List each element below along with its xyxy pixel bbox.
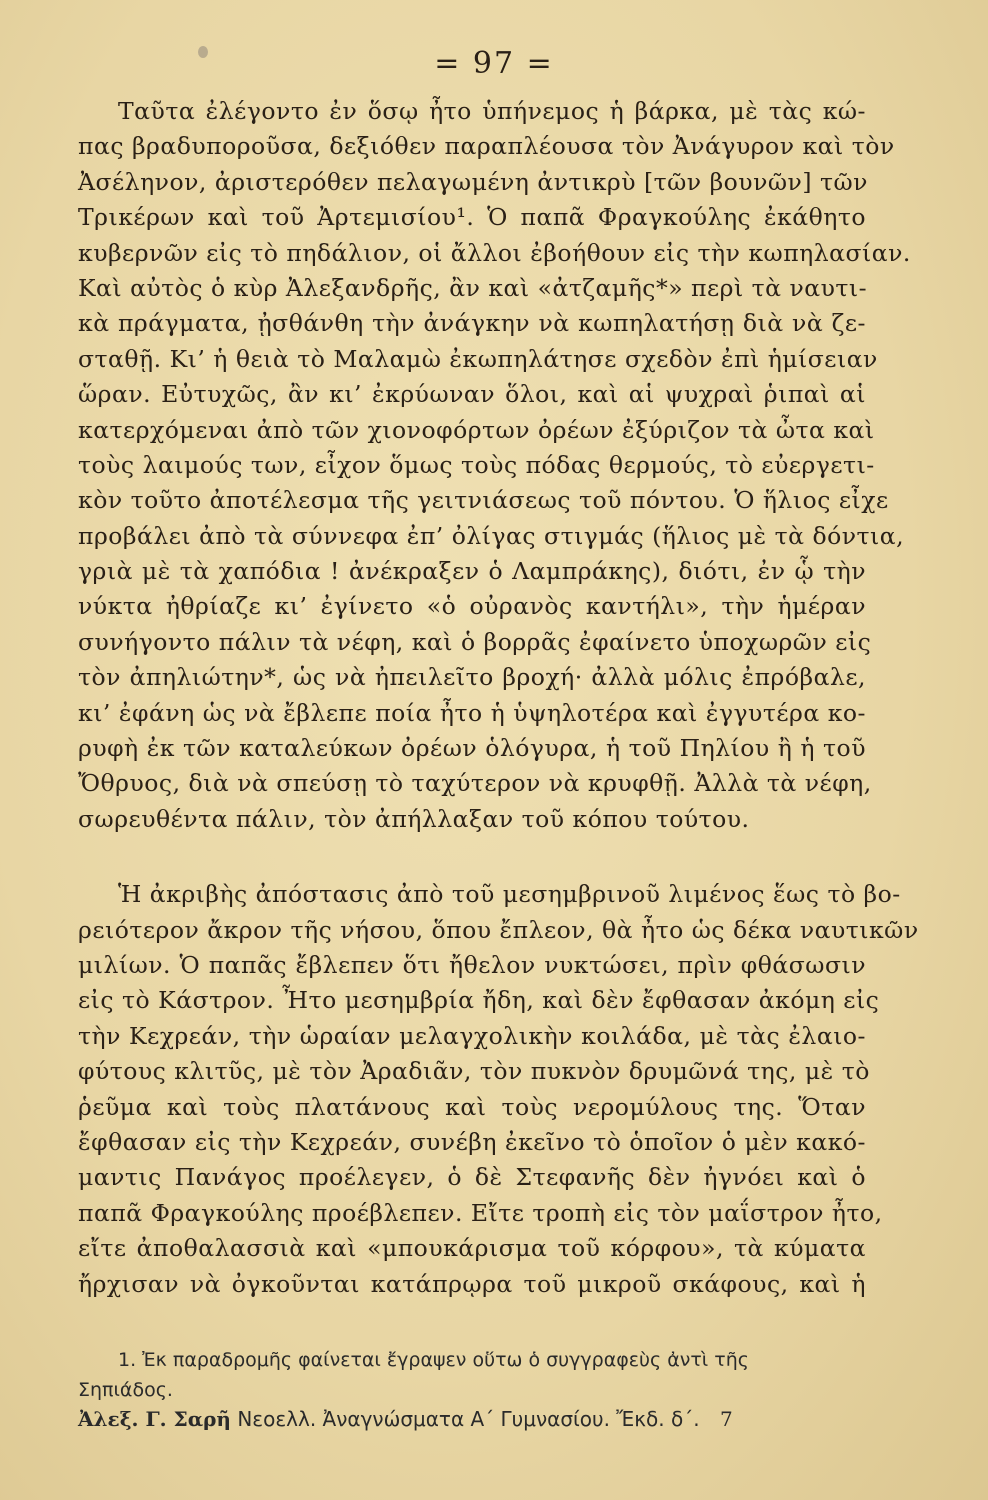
text-line: μαντις Πανάγος προέλεγεν, ὁ δὲ Στεφανῆς δὲν ἠγνόει καὶ ὁ (78, 1163, 866, 1192)
footnote-line: Σηπιάδος. (78, 1379, 173, 1401)
text-line: πας βραδυποροῦσα, δεξιόθεν παραπλέουσα τὸν Ἀνάγυρον καὶ τὸν (78, 132, 895, 161)
text-line: γριὰ μὲ τὰ χαπόδια ! ἀνέκραξεν ὁ Λαμπράκης), διότι, ἐν ᾧ τὴν (78, 557, 866, 586)
text-line: Ἡ ἀκριβὴς ἀπόστασις ἀπὸ τοῦ μεσημβρινοῦ λιμένος ἕως τὸ βο- (118, 880, 901, 909)
text-line: κατερχόμεναι ἀπὸ τῶν χιονοφόρτων ὀρέων ἐξύριζον τὰ ὦτα καὶ (78, 415, 875, 444)
page-body (78, 94, 919, 1302)
text-line: παπᾶ Φραγκούλης προέβλεπεν. Εἴτε τροπὴ εἰς τὸν μαΐστρον ἦτο, (78, 1198, 883, 1227)
text-line: Τρικέρων καὶ τοῦ Ἀρτεμισίου¹. Ὁ παπᾶ Φραγκούλης ἐκάθητο (78, 203, 866, 232)
text-line: κὸν τοῦτο ἀποτέλεσμα τῆς γειτνιάσεως τοῦ πόντου. Ὁ ἥλιος εἶχε (78, 486, 889, 515)
text-line: εἰς τὸ Κάστρον. Ἦτο μεσημβρία ἤδη, καὶ δὲν ἔφθασαν ἀκόμη εἰς (78, 986, 880, 1015)
text-line: εἴτε ἀποθαλασσιὰ καὶ «μπουκάρισμα τοῦ κόρφου», τὰ κύματα (78, 1234, 866, 1263)
text-line: ρυφὴ ἐκ τῶν καταλεύκων ὀρέων ὁλόγυρα, ἡ τοῦ Πηλίου ἢ ἡ τοῦ (78, 734, 866, 763)
text-line: Ταῦτα ἐλέγοντο ἐν ὅσῳ ἦτο ὑπήνεμος ἡ βάρκα, μὲ τὰς κώ- (118, 97, 866, 125)
text-line: κὰ πράγματα, ᾐσθάνθη τὴν ἀνάγκην νὰ κωπηλατήσῃ διὰ νὰ ζε- (78, 309, 866, 338)
signature-mark: 7 (719, 1407, 733, 1431)
footnote (78, 1345, 866, 1405)
text-line: φύτους κλιτῦς, μὲ τὸν Ἀραδιᾶν, τὸν πυκνὸν δρυμῶνά της, μὲ τὸ (78, 1057, 870, 1086)
text-line: σταθῇ. Κι’ ἡ θειὰ τὸ Μαλαμὼ ἐκωπηλάτησε σχεδὸν ἐπὶ ἡμίσειαν (78, 344, 878, 373)
text-line: συνήγοντο πάλιν τὰ νέφη, καὶ ὁ βορρᾶς ἐφαίνετο ὑποχωρῶν εἰς (78, 627, 872, 656)
text-line: ἤρχισαν νὰ ὀγκοῦνται κατάπρῳρα τοῦ μικροῦ σκάφους, καὶ ἡ (78, 1269, 866, 1298)
text-line: ῥεῦμα καὶ τοὺς πλατάνους καὶ τοὺς νερομύλους της. Ὅταν (78, 1092, 866, 1121)
text-line: Ἀσέληνον, ἀριστερόθεν πελαγωμένη ἀντικρὺ [τῶν βουνῶν] τῶν (78, 167, 868, 196)
page-number: = 97 = (434, 46, 554, 81)
text-line: ὥραν. Εὐτυχῶς, ἂν κι’ ἐκρύωναν ὅλοι, καὶ αἱ ψυχραὶ ῥιπαὶ αἱ (78, 380, 866, 409)
paragraph-2 (78, 877, 919, 1302)
text-line: μιλίων. Ὁ παπᾶς ἔβλεπεν ὅτι ἤθελον νυκτώσει, πρὶν φθάσωσιν (78, 950, 866, 979)
text-line: τοὺς λαιμούς των, εἶχον ὅμως τοὺς πόδας θερμούς, τὸ εὐεργετι- (78, 450, 875, 479)
text-line: ρειότερον ἄκρον τῆς νήσου, ὅπου ἔπλεον, θὰ ἦτο ὡς δέκα ναυτικῶν (78, 915, 919, 944)
text-line: κι’ ἐφάνη ὡς νὰ ἔβλεπε ποία ἦτο ἡ ὑψηλοτέρα καὶ ἐγγυτέρα κο- (78, 698, 866, 727)
text-line: τὸν ἀπηλιώτην*, ὡς νὰ ἠπειλεῖτο βροχή· ἀλλὰ μόλις ἐπρόβαλε, (78, 663, 866, 692)
printer-signature (78, 1404, 866, 1434)
footnote-line: 1. Ἐκ παραδρομῆς φαίνεται ἔγραψεν οὕτω ὁ συγγραφεὺς ἀντὶ τῆς (118, 1349, 749, 1371)
text-line: Καὶ αὐτὸς ὁ κὺρ Ἀλεξανδρῆς, ἂν καὶ «ἀτζαμῆς*» περὶ τὰ ναυτι- (78, 273, 868, 302)
text-line: σωρευθέντα πάλιν, τὸν ἀπήλλαξαν τοῦ κόπου τούτου. (78, 804, 750, 833)
text-line: Ὄθρυος, διὰ νὰ σπεύσῃ τὸ ταχύτερον νὰ κρυφθῇ. Ἀλλὰ τὰ νέφη, (78, 769, 872, 798)
paragraph-1 (78, 94, 911, 837)
text-line: ἔφθασαν εἰς τὴν Κεχρεάν, συνέβη ἐκεῖνο τὸ ὁποῖον ὁ μὲν κακό- (78, 1127, 866, 1156)
signature-author: Ἀλεξ. Γ. Σαρῆ (78, 1407, 231, 1431)
text-line: προβάλει ἀπὸ τὰ σύννεφα ἐπ’ ὀλίγας στιγμάς (ἥλιος μὲ τὰ δόντια, (78, 521, 905, 550)
text-line: νύκτα ἠθρίαζε κι’ ἐγίνετο «ὁ οὐρανὸς καντήλι», τὴν ἡμέραν (78, 592, 866, 621)
signature-title: Νεοελλ. Ἀναγνώσματα Α΄ Γυμνασίου. Ἔκδ. δ΄. (237, 1407, 700, 1431)
paragraph-gap (78, 837, 866, 877)
text-line: κυβερνῶν εἰς τὸ πηδάλιον, οἱ ἄλλοι ἐβοήθουν εἰς τὴν κωπηλασίαν. (78, 238, 911, 267)
text-line: τὴν Κεχρεάν, τὴν ὡραίαν μελαγχολικὴν κοιλάδα, μὲ τὰς ἐλαιο- (78, 1021, 866, 1050)
